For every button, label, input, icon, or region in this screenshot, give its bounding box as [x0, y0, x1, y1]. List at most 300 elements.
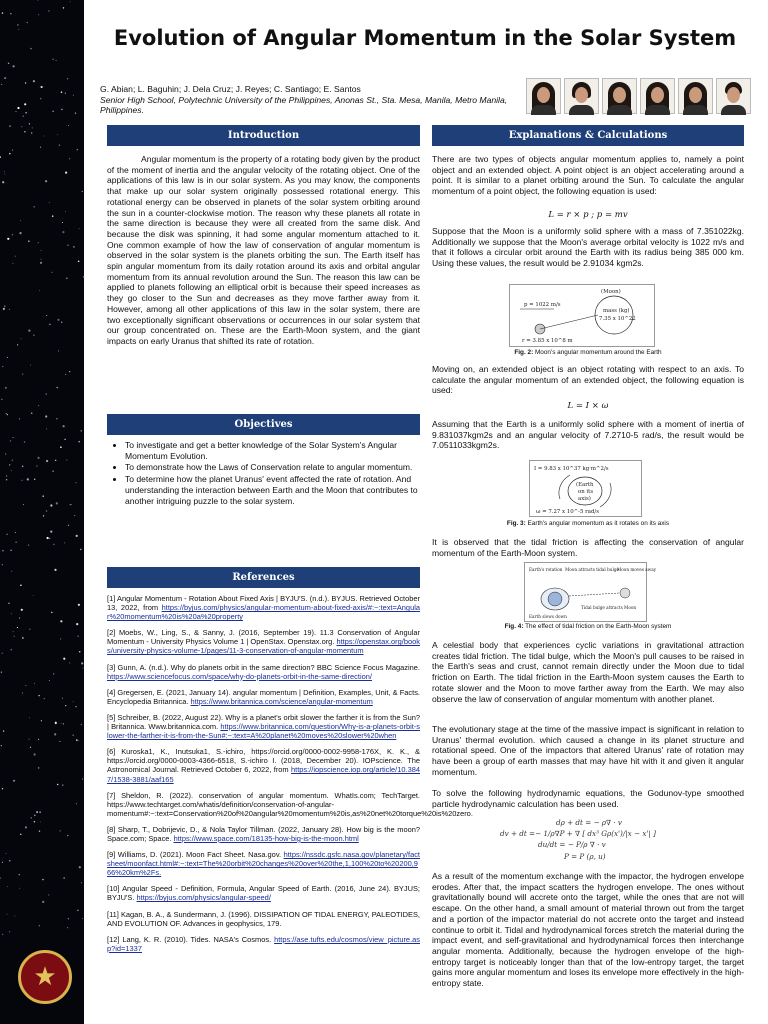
reference-item: [10] Angular Speed - Definition, Formula, Angular Speed of Earth. (2016, June 24). BYJUS; BYJU'S. https://byjus.com/physics/angular-speed/: [107, 884, 420, 903]
star-dot: [80, 549, 82, 551]
star-dot: [39, 290, 40, 291]
star-dot: [31, 817, 32, 818]
star-dot: [40, 262, 42, 264]
author-photos: [526, 78, 751, 114]
star-dot: [34, 821, 35, 822]
star-dot: [2, 652, 3, 653]
star-dot: [46, 315, 47, 316]
star-dot: [2, 564, 3, 565]
star-dot: [41, 720, 42, 721]
star-dot: [81, 430, 82, 431]
star-dot: [77, 149, 78, 150]
star-dot: [28, 330, 30, 332]
star-dot: [78, 740, 79, 741]
star-dot: [2, 934, 3, 935]
star-dot: [58, 350, 59, 351]
star-dot: [17, 627, 18, 628]
star-dot: [67, 245, 69, 247]
star-dot: [8, 62, 10, 64]
reference-item: [3] Gunn, A. (n.d.). Why do planets orbit in the same direction? BBC Science Focus Magazine. https://www.sciencefocus.com/space/why-do-planets-orbit-in-the-same-direction/: [107, 662, 420, 681]
star-dot: [43, 135, 44, 136]
star-dot: [11, 649, 12, 650]
star-dot: [29, 629, 30, 630]
reference-link[interactable]: https://byjus.com/physics/angular-momentum-about-fixed-axis/#:~:text=Angular%20momentum%20is%20a%20property: [107, 603, 420, 622]
star-dot: [12, 234, 13, 235]
star-dot: [74, 515, 75, 516]
star-dot: [49, 324, 50, 325]
star-dot: [81, 882, 82, 883]
fig4-caption: Fig. 4: The effect of tidal friction on the Earth-Moon system: [504, 623, 672, 630]
star-dot: [22, 374, 23, 375]
star-dot: [13, 631, 14, 632]
moon-momentum-figure: [509, 284, 655, 347]
star-dot: [13, 65, 15, 67]
hydrodynamics-intro: To solve the following hydrodynamic equations, the Godunov-type smoothed particle hydrodynamic calculation has been used.: [432, 788, 744, 809]
star-dot: [51, 272, 52, 273]
star-dot: [34, 479, 35, 480]
reference-link[interactable]: https://openstax.org/books/university-physics-volume-1/pages/11-3-conservation-of-angular-momentum: [107, 637, 420, 656]
star-dot: [62, 231, 64, 233]
star-dot: [60, 620, 62, 622]
star-dot: [7, 357, 8, 358]
star-dot: [56, 502, 58, 504]
star-dot: [7, 886, 8, 887]
star-dot: [22, 637, 23, 638]
star-dot: [30, 365, 31, 366]
author-photo: [602, 78, 637, 114]
reference-link[interactable]: https://byjus.com/physics/angular-speed/: [136, 893, 271, 903]
star-dot: [24, 441, 25, 442]
star-dot: [61, 91, 63, 93]
star-dot: [73, 95, 74, 96]
author-photo: [678, 78, 713, 114]
star-dot: [66, 278, 67, 279]
star-dot: [27, 478, 29, 480]
star-dot: [12, 263, 13, 264]
star-dot: [10, 550, 12, 552]
star-dot: [38, 14, 39, 15]
star-dot: [63, 877, 64, 878]
star-dot: [56, 418, 57, 419]
star-dot: [70, 504, 71, 505]
star-dot: [55, 722, 57, 724]
star-dot: [78, 441, 80, 443]
star-dot: [50, 504, 52, 506]
objectives-list-container: [111, 440, 420, 507]
star-dot: [61, 322, 62, 323]
star-dot: [30, 48, 32, 50]
impact-result-text: As a result of the momentum exchange with the impactor, the hydrogen envelope erodes. After that, the impact scatters the hydrogen envelope. The ones without gravitationally bound will accrete onto the target, while the ones that are not will escape. On the other hand, a small amount of material thrown out from the target and a portion of the impactor material do not accrete onto the target and instead continue to orbit it. Tidal and hydrodynamical forces stretch the material during the impact event, and self-gravitational and hydrodynamical forces then interchange angular momenta. Additionally, because the hydrogen envelope of the high-entropy target is noticeably longer than that of the low-entropy target, the target gains more angular momentum and loses its envelope more effectively in the high-entropy state.: [432, 871, 744, 989]
star-dot: [41, 86, 43, 88]
moon-calculation-text: Suppose that the Moon is a uniformly solid sphere with a mass of 7.351022kg. Additionally we suppose that the Moon's average orbital velocity is 1022 m/s and that it follows a circular orbit around the Earth with its radius being 385 000 km. Using these values, the result would be 2.91034 kgm2s.: [432, 226, 744, 269]
star-dot: [52, 59, 53, 60]
star-dot: [9, 125, 10, 126]
explanations-header: Explanations & Calculations: [432, 125, 744, 146]
star-dot: [25, 112, 27, 114]
reference-link[interactable]: https://nssdc.gsfc.nasa.gov/planetary/factsheet/moonfact.html#:~:text=The%20orbit%20changes%20over%20the,1,100%20to%20200,966%20km%2Fs.: [107, 850, 420, 878]
star-dot: [56, 60, 57, 61]
star-dot: [11, 571, 12, 572]
star-dot: [33, 334, 35, 336]
star-dot: [15, 541, 17, 543]
star-dot: [29, 123, 30, 124]
star-dot: [67, 835, 68, 836]
star-dot: [67, 78, 68, 79]
reference-item: [7] Sheldon, R. (2022). conservation of angular momentum. WhatIs.com; TechTarget. https://www.techtarget.com/whatis/definition/conservation-of-angular-momentum#:~:text=Conservation%20of%20angular%20momentum%20is,as%20net%20torque%20is%20zero.: [107, 790, 473, 818]
fig2-p-label: p = 1022 m/s: [524, 302, 561, 308]
star-dot: [65, 705, 66, 706]
star-dot: [4, 77, 6, 79]
star-dot: [53, 673, 54, 674]
star-dot: [60, 638, 61, 639]
reference-item: [12] Lang, K. R. (2010). Tides. NASA's Cosmos. https://ase.tufts.edu/cosmos/view_picture.asp?id=1337: [107, 934, 420, 953]
star-dot: [1, 745, 2, 746]
star-dot: [76, 535, 78, 537]
point-object-text: There are two types of objects angular momentum applies to, namely a point object and an extended object. A point object is an object accelerating around a point. It is similar to a planet orbiting around the Sun. To calculate the angular momentum of a point object, the following equation is used:: [432, 154, 744, 197]
star-dot: [49, 680, 50, 681]
star-dot: [12, 460, 13, 461]
star-dot: [36, 465, 37, 466]
star-dot: [75, 112, 76, 113]
reference-link[interactable]: https://iopscience.iop.org/article/10.3847/1538-3881/aaf165: [107, 765, 420, 784]
star-dot: [78, 261, 80, 263]
star-dot: [15, 256, 16, 257]
star-dot: [19, 888, 20, 889]
star-dot: [44, 698, 45, 699]
star-dot: [76, 706, 77, 707]
star-dot: [64, 439, 65, 440]
star-dot: [34, 815, 35, 816]
star-dot: [22, 466, 24, 468]
star-dot: [69, 371, 70, 372]
star-dot: [8, 603, 9, 604]
author-block: [100, 84, 520, 116]
star-dot: [49, 202, 50, 203]
star-dot: [3, 308, 5, 310]
star-dot: [63, 7, 64, 8]
star-dot: [28, 241, 29, 242]
star-dot: [10, 440, 12, 442]
star-dot: [9, 931, 10, 932]
fig3-earth-label: axis): [578, 496, 591, 502]
star-dot: [37, 457, 39, 459]
star-dot: [39, 830, 40, 831]
star-dot: [82, 918, 83, 919]
fig4-label: Earth's rotation: [529, 567, 563, 572]
starfield-banner: [0, 0, 84, 1024]
objective-item: • To demonstrate how the Laws of Conservation relate to angular momentum.: [125, 462, 420, 473]
star-dot: [54, 733, 56, 735]
star-dot: [4, 174, 5, 175]
star-dot: [6, 413, 7, 414]
star-dot: [69, 662, 70, 663]
star-dot: [40, 98, 42, 100]
star-dot: [5, 387, 6, 388]
fig4-label: Moon attracts tidal bulge: [565, 567, 619, 572]
star-dot: [23, 116, 24, 117]
star-dot: [65, 172, 67, 174]
star-dot: [73, 735, 74, 736]
moon-momentum-diagram: [510, 285, 654, 346]
author-photo: [640, 78, 675, 114]
star-dot: [79, 866, 81, 868]
star-dot: [34, 683, 35, 684]
star-dot: [38, 739, 39, 740]
star-dot: [63, 425, 65, 427]
star-dot: [61, 109, 63, 111]
author-list: G. Abian; L. Baguhin; J. Dela Cruz; J. Reyes; C. Santiago; E. Santos: [100, 84, 361, 94]
star-dot: [32, 127, 33, 128]
star-dot: [4, 305, 5, 306]
star-dot: [2, 366, 3, 367]
star-dot: [4, 171, 5, 172]
fig3-caption: Fig. 3: Earth's angular momentum as it rotates on its axis: [506, 520, 670, 527]
star-dot: [28, 544, 29, 545]
star-dot: [2, 862, 3, 863]
star-dot: [36, 811, 38, 813]
star-dot: [38, 242, 39, 243]
fig3-earth-label: on its: [578, 489, 594, 495]
star-dot: [31, 132, 32, 133]
star-dot: [39, 925, 40, 926]
star-dot: [62, 222, 63, 223]
star-dot: [33, 206, 35, 208]
reference-item: [6] Kuroska1, K., Inutsuka1, S.-ichiro, https://orcid.org/0000-0002-9958-176X, K. K., & https://orcid.org/0000-0003-4366-6518, S.-ichiro I. (2018, December 20). IOPscience. The Astronomical Journal. Retrieved October 6, 2022, from https://iopscience.iop.org/article/10.3847/1538-3881/aaf165: [107, 747, 420, 784]
tidal-friction-text: A celestial body that experiences cyclic variations in gravitational attraction creates tidal friction. The tidal bulge, which the Moon's pull causes to be raised in the Earth's seas and crust, cannot remain directly under the Moon due to tidal friction on Earth. The tidal friction in the Earth-Moon system causes the Earth to rotate slower and the Moon to move farther away from the Earth. We may also observe the law of conservation of angular momentum with another planet.: [432, 640, 744, 704]
star-dot: [33, 595, 34, 596]
extended-object-text: Moving on, an extended object is an object rotating with respect to an axis. To calculate the angular momentum of an extended object, the following equation is used:: [432, 364, 744, 396]
star-dot: [78, 604, 80, 606]
star-dot: [40, 822, 41, 823]
star-dot: [20, 220, 21, 221]
star-dot: [9, 153, 11, 155]
star-dot: [41, 259, 42, 260]
star-dot: [73, 246, 74, 247]
star-dot: [46, 460, 48, 462]
tidal-friction-figure: [524, 562, 657, 622]
star-dot: [33, 80, 35, 82]
author-photo: [716, 78, 751, 114]
star-dot: [68, 125, 69, 126]
star-dot: [11, 613, 12, 614]
star-dot: [17, 344, 18, 345]
star-dot: [68, 525, 69, 526]
star-dot: [65, 211, 66, 212]
star-dot: [34, 753, 36, 755]
earth-momentum-figure: [529, 460, 642, 517]
tidal-friction-diagram: [525, 563, 657, 621]
star-dot: [11, 470, 12, 471]
star-dot: [57, 784, 58, 785]
star-dot: [77, 636, 78, 637]
university-seal-logo: ★: [18, 950, 72, 1004]
star-dot: [60, 446, 62, 448]
star-dot: [19, 874, 20, 875]
objectives-list: [111, 440, 420, 506]
star-dot: [53, 544, 55, 546]
star-dot: [46, 510, 47, 511]
star-dot: [22, 693, 23, 694]
star-dot: [67, 927, 68, 928]
star-dot: [46, 394, 47, 395]
star-dot: [52, 215, 54, 217]
objectives-header: Objectives: [107, 414, 420, 435]
star-dot: [62, 698, 63, 699]
references-header: References: [107, 567, 420, 588]
star-dot: [38, 767, 40, 769]
star-dot: [2, 181, 4, 183]
reference-item: [9] Williams, D. (2021). Moon Fact Sheet. Nasa.gov. https://nssdc.gsfc.nasa.gov/planetary/factsheet/moonfact.html#:~:text=The%20orbit%20changes%20over%20the,1,100%20to%20200,966%20km%2Fs.: [107, 850, 420, 878]
star-dot: [21, 338, 22, 339]
affiliation: Senior High School, Polytechnic University of the Philippines, Anonas St., Sta. Mesa, Manila, Metro Manila, Philippines.: [100, 94, 508, 115]
star-dot: [82, 191, 83, 192]
uranus-impact-text: The evolutionary stage at the time of the massive impact is significant in relation to Uranus' thermal evolution. which caused a change in its planet structure and rotational speed. One of the impactors that altered Uranus' rate of rotation may have been a group of earth masses that may have hit with it and given it angular momentum.: [432, 724, 744, 777]
fig3-omega-label: ω = 7.27 x 10^-5 rad/s: [536, 509, 599, 515]
star-dot: [77, 910, 78, 911]
star-dot: [61, 723, 62, 724]
star-dot: [66, 459, 67, 460]
reference-item: [4] Gregersen, E. (2021, January 14). angular momentum | Definition, Examples, Unit, & Facts. Encyclopedia Britannica. https://www.britannica.com/science/angular-momentum: [107, 687, 420, 706]
reference-link[interactable]: https://www.britannica.com/question/Why-is-a-planets-orbit-slower-the-farther-it-is-from-the-Sun#:~:text=A%20planet%20moves%20slower%20when: [107, 722, 420, 741]
star-dot: [69, 504, 70, 505]
star-dot: [6, 534, 7, 535]
star-dot: [81, 724, 82, 725]
fig4-label: Tidal bulge attracts Moon: [581, 605, 637, 610]
star-dot: [65, 374, 66, 375]
reference-link[interactable]: https://ase.tufts.edu/cosmos/view_picture.asp?id=1337: [107, 934, 420, 953]
fig2-r-label: r = 3.85 x 10^8 m: [522, 338, 573, 344]
tidal-friction-intro: It is observed that the tidal friction is affecting the conservation of angular momentum of the Earth-Moon system.: [432, 537, 744, 558]
author-photo: [526, 78, 561, 114]
star-dot: [21, 609, 23, 611]
star-dot: [19, 418, 20, 419]
reference-item: [2] Moebs, W., Ling, S., & Sanny, J. (2016, September 19). 11.3 Conservation of Angular Momentum - University Physics Volume 1 | OpenStax. Openstax.org. https://openstax.org/books/university-physics-volume-1/pages/11-3-conservation-of-angular-momentum: [107, 628, 420, 656]
fig2-mass-label: mass (kg): [603, 308, 630, 314]
earth-calculation-text: Assuming that the Earth is a uniformly solid sphere with a moment of inertia of 9.831037kgm2s and an angular velocity of 7.2710-5 rad/s, the result would be 7.0511033kgm2s.: [432, 419, 744, 451]
star-dot: [52, 111, 54, 113]
reference-link[interactable]: https://www.britannica.com/science/angular-momentum: [190, 696, 373, 706]
star-dot: [83, 276, 85, 278]
equation-line: P = P (ρ, u): [564, 851, 606, 861]
star-dot: [23, 504, 24, 505]
star-dot: [39, 812, 40, 813]
star-dot: [79, 228, 80, 229]
fig3-inertia-label: I = 9.83 x 10^37 kg·m^2/s: [534, 466, 609, 472]
star-dot: [50, 531, 52, 533]
star-dot: [38, 695, 39, 696]
star-dot: [76, 623, 78, 625]
equation-line: dρ + dt = − ρ∇ · v: [556, 818, 622, 827]
extended-object-equation: L = I × ω: [567, 401, 609, 411]
star-dot: [2, 550, 3, 551]
star-dot: [64, 657, 65, 658]
reference-link[interactable]: https://www.sciencefocus.com/space/why-do-planets-orbit-in-the-same-direction/: [107, 671, 372, 681]
fig4-label: Earth slows down: [529, 614, 567, 619]
star-dot: [27, 22, 28, 23]
star-dot: [6, 475, 7, 476]
star-dot: [21, 480, 22, 481]
star-dot: [9, 309, 10, 310]
star-dot: [45, 415, 47, 417]
star-dot: [82, 778, 83, 779]
fig3-earth-label: (Earth: [576, 482, 594, 488]
star-dot: [81, 662, 83, 664]
star-dot: [1, 84, 2, 85]
star-dot: [49, 538, 50, 539]
fig2-moon-label: (Moon): [601, 289, 621, 295]
star-dot: [17, 107, 19, 109]
star-dot: [21, 126, 22, 127]
point-object-equation: L = r × p ; p = mv: [548, 210, 628, 220]
star-dot: [24, 103, 26, 105]
star-dot: [59, 145, 60, 146]
author-photo: [564, 78, 599, 114]
star-dot: [41, 250, 42, 251]
star-dot: [9, 860, 10, 861]
star-dot: [19, 618, 20, 619]
star-dot: [29, 717, 30, 718]
star-dot: [54, 569, 56, 571]
fig4-label: Moon moves away: [617, 567, 657, 572]
introduction-text: Angular momentum is the property of a rotating body given by the product of the moment of inertia and the angular velocity of the rotating object. One of the applications of this law is in our solar system. As you may know, the components that make up our solar system originally possessed rotational energy. This rotational energy can be observed in planets of the solar system orbiting around the sun in a counter-clockwise motion. The reason why these planets all rotate in the same direction is because they were all created from the same disk. And because the disk was spinning, it had some angular momentum attached to it. One common example of how the law of conservation of angular momentum is observed in the solar system is the planets orbiting the sun. The Earth itself has spin angular momentum from its daily rotation around its axis and orbital angular momentum from its annual revolution around the Sun. The reason this law can be applied to planets following an elliptical orbit is because their speed increases as they go closer to the Sun and decreases as they move farther away from it. However, among all other applications of this law in the solar system, there are two exceptionally significant observations or occurrences in our solar system that our group concentrated on. These are the Earth-Moon system, and the giant impacts on early Uranus that shifted its rate of rotation.: [107, 154, 420, 346]
star-dot: [55, 460, 56, 461]
star-dot: [64, 542, 65, 543]
poster-title: Evolution of Angular Momentum in the Solar System: [113, 26, 737, 50]
star-dot: [7, 238, 9, 240]
starfield-graphic: [0, 0, 84, 1024]
star-dot: [40, 147, 41, 148]
star-dot: [13, 437, 14, 438]
reference-item: [8] Sharp, T., Dobrijevic, D., & Nola Taylor Tillman. (2022, January 28). How big is the moon? Space.com; Space. https://www.space.com/18135-how-big-is-the-moon.html: [107, 824, 420, 843]
star-dot: [48, 894, 49, 895]
star-dot: [76, 739, 78, 741]
reference-link[interactable]: https://www.space.com/18135-how-big-is-the-moon.html: [173, 833, 359, 843]
star-dot: [6, 479, 7, 480]
star-dot: [42, 901, 44, 903]
introduction-header: Introduction: [107, 125, 420, 146]
star-dot: [25, 826, 27, 828]
star-dot: [3, 730, 4, 731]
equation-line: dv + dt =− 1/ρ∇P + ∇ [ dx³ Gρ(x')/|x − x'| ]: [500, 829, 656, 839]
star-dot: [79, 651, 81, 653]
star-dot: [70, 1, 71, 2]
star-dot: [24, 131, 25, 132]
star-dot: [62, 784, 63, 785]
star-dot: [1, 671, 2, 672]
star-dot: [65, 93, 66, 94]
star-dot: [9, 464, 10, 465]
star-dot: [10, 13, 11, 14]
star-dot: [57, 134, 58, 135]
star-dot: [19, 232, 21, 234]
star-dot: [29, 739, 30, 740]
star-dot: [46, 428, 47, 429]
fig2-caption: Fig. 2: Moon's angular momentum around the Earth: [514, 349, 662, 356]
star-dot: [5, 453, 6, 454]
star-dot: [76, 803, 77, 804]
star-dot: [68, 918, 69, 919]
star-dot: [6, 853, 7, 854]
star-dot: [7, 914, 8, 915]
star-dot: [0, 156, 1, 158]
objective-item: • To determine how the planet Uranus' event affected the rate of rotation. And understanding the interaction between Earth and the Moon that contributes to another intriguing puzzle to the solar system.: [125, 474, 420, 506]
star-dot: [47, 537, 49, 539]
star-dot: [12, 150, 13, 151]
star-dot: [42, 495, 44, 497]
equation-line: du/dt = − P/ρ ∇ · v: [538, 840, 606, 850]
star-dot: [0, 877, 1, 878]
reference-item: [11] Kagan, B. A., & Sundermann, J. (1996). DISSIPATION OF TIDAL ENERGY, PALEOTIDES, AND EVOLUTION OF. Advances in geophysics, 179.: [107, 909, 420, 928]
